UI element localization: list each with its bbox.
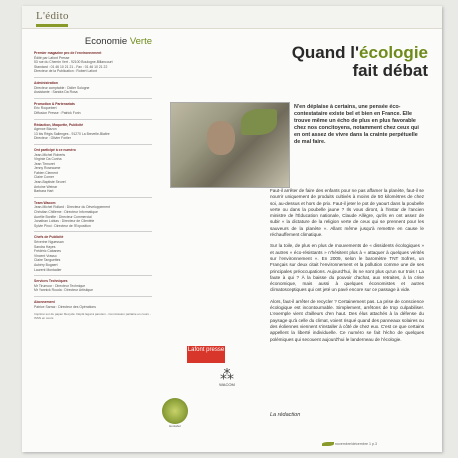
lafont-presse-logo: Lafont presse xyxy=(187,346,225,363)
credits-line: Mr Tirumoor : Directeur Technique xyxy=(34,283,86,288)
credits-divider xyxy=(34,296,152,297)
credits-line: Mr Yannick Rouda : Directeur Artistique xyxy=(34,288,94,293)
article-intro: N'en déplaise à certains, une pensée éco-contestataire existe bel et bien en France. Elle trouve même un écho de plus en plus favorable chez nos concitoyens, notamment chez ceux qui en ont assez de vivre dans la crainte perpétuelle de mal faire. xyxy=(294,104,419,145)
credits-block xyxy=(34,148,152,194)
credits-block xyxy=(34,81,152,95)
seal-label: Ecolabel xyxy=(169,424,181,428)
credits-line: Frédéric Cabanes xyxy=(34,249,61,254)
credits-divider xyxy=(34,77,152,78)
credits-line: Patrice Sarraz : Directeur des Opérations xyxy=(34,304,96,309)
editorial-photo xyxy=(170,102,290,188)
credits-line: Assistante : Sandra Da Rosa xyxy=(34,90,78,95)
photo-foliage xyxy=(241,109,277,135)
section-tab xyxy=(22,6,442,29)
credits-line: Jean-Baptiste Seurel xyxy=(34,180,66,185)
credits-line: Vincent Vrasso xyxy=(34,253,57,258)
credits-line: Eric Roquebert xyxy=(34,106,57,111)
article-paragraph: Sur la toile, de plus en plus de mouvements de « dissidents écologiques » et autres « éco-résistants » n'hésitent plus à « attaquer à quelques vérités sur l'environnement ». En 2009, selon le baromètre TNT Sofres, un Français sur deux citait l'environnement et la pollution comme une de ses principales préoccupations. Aujourd'hui, ils ne sont plus qu'un sur trois ! La faute à qui ? À la baisse du pouvoir d'achat, aux retraites, à la crise économique, mais aussi à quelques économistes et autres climatosceptiques qui ont jeté un pavé encore sur ce passage à vide. xyxy=(270,243,424,293)
ecolabel-seal-icon xyxy=(162,398,188,424)
wacom-icon: ⁂ xyxy=(220,366,234,382)
leaf-icon xyxy=(322,442,334,446)
credits-block xyxy=(34,279,152,293)
section-accent-bar xyxy=(36,24,68,27)
article-paragraph: Alors, faut-il arrêter de recycler ? Certainement pas. La prise de conscience écologique est incontournable. Simplement, arrêtons de trop culpabiliser. L'exemple vient d'ailleurs d'en haut. Des élus attachés à la défense du paysage qu'à celle du climat, voient risqué quand des panneaux solaires ou des éoliennes viennent s'installer à côté de chez eux. C'est ce que certains appellent la liberté individuelle. Ce numéro se fait l'écho de quelques polémiques qui secouent aujourd'hui le landerneau de l'écologie. xyxy=(270,298,424,342)
credits-block xyxy=(34,201,152,229)
credits-heading: Team Wacom xyxy=(34,200,56,205)
credits-line: Agence Bizzon xyxy=(34,127,57,132)
credits-divider xyxy=(34,275,152,276)
credits-line: Standard : 01 46 10 21 21 - Fax : 01 46 10 21 22 xyxy=(34,64,108,69)
article-signature: La rédaction xyxy=(270,412,301,418)
credits-block xyxy=(34,51,152,74)
credits-block xyxy=(34,123,152,141)
credits-line: Laurent Montadier xyxy=(34,267,62,272)
wacom-logo xyxy=(214,366,240,390)
credits-line: Diffusion Presse : Patrick Forin xyxy=(34,110,81,115)
credits-line: Sandra Hayes xyxy=(34,244,56,249)
credits-line: Jean Tirmoret xyxy=(34,161,55,166)
brand-accent: Verte xyxy=(129,36,152,47)
article-paragraph: Faut-il arrêter de faire des enfants pour ne pas affamer la planète, faut-il se nourrir uniquement de produits cultivés à moins de 50 kilomètres de chez soi, au-dessus et hors de prix. Faut-il jeter le pot de yaourt dans la poubelle verte ou dans la poubelle jaune ? Ils vous diront, à l'instar de l'ancien ministre de l'Éducation nationale, Claude Allègre, qu'ils en ont assez de subir « la dictature de la religion verte de ceux qui se prennent pour les sauveurs de la planète ». Allant même jusqu'à remettre en cause le réchauffement climatique. xyxy=(270,188,424,238)
credits-line: Aurélie Bonfite : Directeur Commercial xyxy=(34,214,92,219)
page-footer xyxy=(322,442,377,446)
credits-line: 53 rue du Chemin Vert - 92100 Boulogne-Billancourt xyxy=(34,60,113,65)
credits-heading: Promotion & Partenariats xyxy=(34,101,75,106)
credits-line: Claire Tanguettes xyxy=(34,258,61,263)
credits-divider xyxy=(34,98,152,99)
credits-line: Christian Chilleme : Directeur Informatique xyxy=(34,210,98,215)
headline-prefix: Quand l' xyxy=(291,43,360,62)
brand-plain: Economie xyxy=(84,36,130,47)
credits-block xyxy=(34,235,152,272)
credits-line: Sylvie Pinoi : Directeur de l'Exposition xyxy=(34,223,91,228)
credits-line: Antoine Weinar xyxy=(34,184,58,189)
credits-heading: Chefs de Publicité xyxy=(34,235,64,240)
credits-heading: Administration xyxy=(34,80,58,85)
credits-divider xyxy=(34,197,152,198)
headline-accent: écologie xyxy=(359,43,428,62)
credits-heading: Premier magazine pro de l'environnement xyxy=(34,51,102,55)
credits-heading: Ont participé à ce numéro xyxy=(34,147,76,152)
credits-line: Édité par Lafont Presse xyxy=(34,55,70,60)
credits-line: Virginie Da Cunha xyxy=(34,157,62,162)
page-number: novembre/décembre 1 p.3 xyxy=(335,442,377,446)
fine-print: Imprimé sur du papier Recyclé. Dépôt légal à parution - Commission paritaire en cours - ISSN en cours xyxy=(34,312,151,321)
credits-line: Jonathan Lobias : Directeur de Clientèle xyxy=(34,219,95,224)
article-headline xyxy=(292,44,428,80)
credits-line: Claire Comer xyxy=(34,175,54,180)
credits-line: Directeur de la Publication : Robert Lafont xyxy=(34,69,97,74)
brand-title xyxy=(34,36,152,47)
credits-line: Séverine Nguessan xyxy=(34,240,64,244)
photo-person xyxy=(207,121,235,155)
credits-line: Jean-Michel Rollard : Directeur du Développement xyxy=(34,205,110,210)
credits-heading: Services Techniques xyxy=(34,279,68,284)
credits-divider xyxy=(34,231,152,232)
credits-line: Aubéry Bogaert xyxy=(34,262,58,267)
headline-line2: fait débat xyxy=(352,61,428,80)
credits-heading: Rédaction, Maquette, Publicité xyxy=(34,122,84,127)
credits-heading: Abonnement xyxy=(34,299,55,304)
credits-block xyxy=(34,102,152,116)
credits-line: Jean-Michel Roberts xyxy=(34,152,66,157)
credits-line: 13 bis Régis Sallenges - 91270 La Brevelle-Blaltre xyxy=(34,131,110,136)
credits-line: Directeur : Olivier Fortier xyxy=(34,136,71,141)
credits-divider xyxy=(34,144,152,145)
section-label: L'édito xyxy=(36,10,69,22)
magazine-page xyxy=(22,6,442,452)
credits-list xyxy=(34,51,152,309)
credits-line: Jenny Roseaume xyxy=(34,166,61,171)
masthead-column xyxy=(34,36,152,320)
credits-block xyxy=(34,300,152,309)
credits-divider xyxy=(34,119,152,120)
credits-line: Directeur comptable : Didier Sologne xyxy=(34,85,90,90)
credits-line: Fabien Clement xyxy=(34,170,58,175)
credits-line: Barbara Hart xyxy=(34,189,54,194)
wacom-label: WACOM xyxy=(219,382,235,387)
article-body xyxy=(270,188,424,348)
